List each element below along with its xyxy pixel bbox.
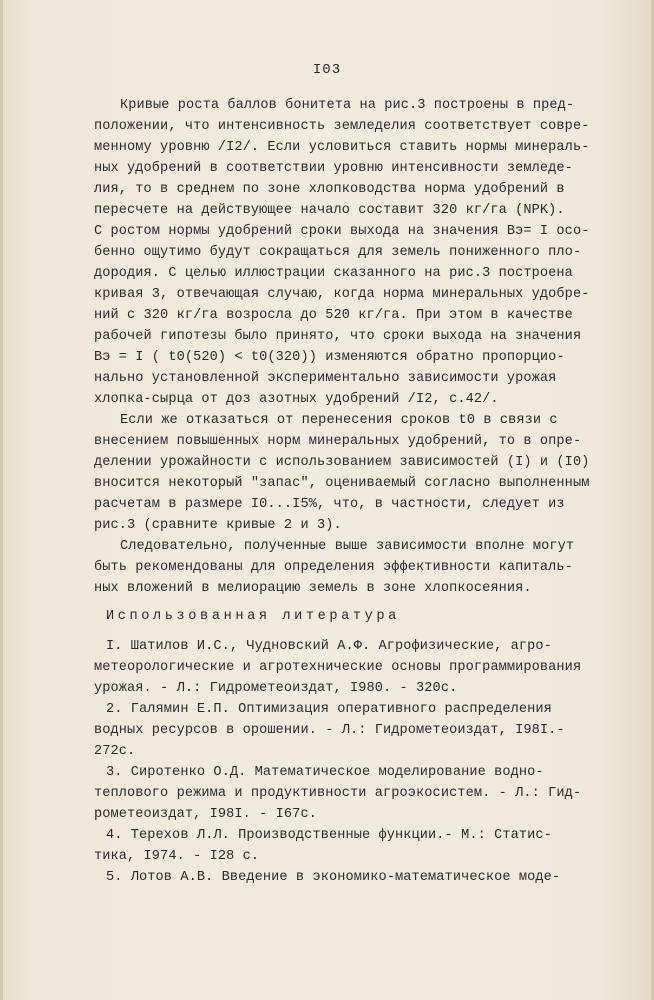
reference-line: рометеоиздат, I98I. - I67с. [94,807,317,822]
reference-line: 272с. [94,744,136,759]
body-line: хлопка-сырца от доз азотных удобрений /I2, с.42/. [94,392,499,407]
body-line: быть рекомендованы для определения эффективности капиталь- [94,560,573,575]
body-line: дородия. С целью иллюстрации сказанного на рис.3 построена [94,266,573,281]
reference-line: метеорологические и агротехнические основы программирования [94,660,582,675]
body-line: менному уровню /I2/. Если условиться ставить нормы минераль- [94,140,590,155]
body-line: бенно ощутимо будут сокращаться для земель пониженного пло- [94,245,582,260]
reference-line: 2. Галямин Е.П. Оптимизация оперативного распределения [106,702,552,717]
body-line: ний с 320 кг/га возросла до 520 кг/га. При этом в качестве [94,308,573,323]
body-line: Кривые роста баллов бонитета на рис.3 построены в пред- [120,98,575,113]
body-line: делении урожайности с использованием зависимостей (I) и (I0) [94,455,590,470]
reference-line: 4. Терехов Л.Л. Производственные функции.- М.: Статис- [106,828,552,843]
body-line: ных вложений в мелиорацию земель в зоне хлопкосеяния. [94,581,532,596]
body-line: рабочей гипотезы было принято, что сроки выхода на значения [94,329,582,344]
body-line: нально установленной экспериментально зависимости урожая [94,371,557,386]
body-line: кривая 3, отвечающая случаю, когда норма минеральных удобре- [94,287,590,302]
page-number: I03 [312,62,342,78]
reference-line: теплового режима и продуктивности агроэкосистем. - Л.: Гид- [94,786,582,801]
reference-line: 5. Лотов А.В. Введение в экономико-математическое моде- [106,870,561,885]
references-heading: Использованная литература [106,609,400,624]
page-left-edge [0,0,3,1000]
body-line: внесением повышенных норм минеральных удобрений, то в опре- [94,434,582,449]
body-line: лия, то в среднем по зоне хлопководства норма удобрений в [94,182,565,197]
reference-line: тика, I974. - I28 с. [94,849,260,864]
formula-line: Bэ = I ( t0(520) < t0(320)) изменяются обратно пропорцио- [94,350,565,365]
body-line: Если же отказаться от перенесения сроков t0 в связи с [120,413,558,428]
body-line: расчетам в размере I0...I5%, что, в частности, следует из [94,497,565,512]
body-line: Следовательно, полученные выше зависимости вполне могут [120,539,575,554]
body-line: С ростом нормы удобрений сроки выхода на значения Bэ= I осо- [94,224,590,239]
body-line: ных удобрений в соответствии уровню интенсивности земледе- [94,161,573,176]
body-line: положении, что интенсивность земледелия соответствует совре- [94,119,590,134]
body-line: вносится некоторый "запас", оцениваемый согласно выполненным [94,476,590,491]
body-line: пересчете на действующее начало составит 320 кг/га (NPK). [94,203,565,218]
body-line: рис.3 (сравните кривые 2 и 3). [94,518,342,533]
reference-line: 3. Сиротенко О.Д. Математическое моделирование водно- [106,765,544,780]
reference-line: I. Шатилов И.С., Чудновский А.Ф. Агрофизические, агро- [106,639,552,654]
reference-line: водных ресурсов в орошении. - Л.: Гидрометеоиздат, I98I.- [94,723,565,738]
reference-line: урожая. - Л.: Гидрометеоиздат, I980. - 320с. [94,681,458,696]
